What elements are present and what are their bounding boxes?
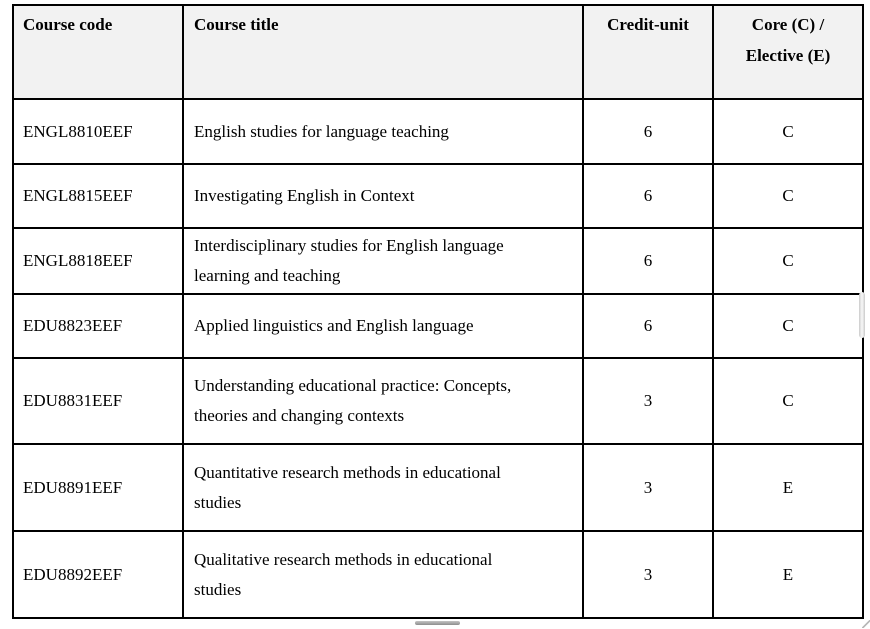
course-title-cell: Interdisciplinary studies for English language learning and teaching [183, 228, 583, 294]
credit-unit-cell: 6 [583, 164, 713, 228]
course-table-body [13, 99, 863, 618]
core-elective-cell: C [713, 228, 863, 294]
credit-unit-cell: 3 [583, 531, 713, 618]
credit-unit-cell: 3 [583, 444, 713, 531]
course-code-cell: ENGL8815EEF [13, 164, 183, 228]
course-title-cell: Applied linguistics and English language [183, 294, 583, 358]
resize-handle-icon [862, 620, 870, 628]
credit-unit-cell: 3 [583, 358, 713, 444]
table-row [13, 531, 863, 618]
course-title-cell: English studies for language teaching [183, 99, 583, 164]
vertical-scrollbar-thumb[interactable] [859, 292, 865, 338]
course-code-cell: EDU8892EEF [13, 531, 183, 618]
header-row [13, 5, 863, 99]
table-row [13, 228, 863, 294]
course-table-header [13, 5, 863, 99]
column-header-course-code: Course code [13, 5, 183, 99]
course-code-cell: ENGL8818EEF [13, 228, 183, 294]
credit-unit-cell: 6 [583, 99, 713, 164]
course-code-cell: ENGL8810EEF [13, 99, 183, 164]
table-row [13, 444, 863, 531]
course-code-cell: EDU8831EEF [13, 358, 183, 444]
course-title-cell: Investigating English in Context [183, 164, 583, 228]
course-title-cell: Qualitative research methods in educational studies [183, 531, 583, 618]
credit-unit-cell: 6 [583, 228, 713, 294]
column-header-core-elective: Core (C) / Elective (E) [713, 5, 863, 99]
core-elective-cell: C [713, 358, 863, 444]
core-elective-cell: C [713, 164, 863, 228]
table-row [13, 99, 863, 164]
column-header-course-title: Course title [183, 5, 583, 99]
course-code-cell: EDU8891EEF [13, 444, 183, 531]
course-title-cell: Quantitative research methods in educational studies [183, 444, 583, 531]
core-elective-cell: E [713, 531, 863, 618]
core-elective-cell: E [713, 444, 863, 531]
course-title-cell: Understanding educational practice: Concepts, theories and changing contexts [183, 358, 583, 444]
horizontal-scrollbar-thumb[interactable] [415, 621, 460, 625]
table-row [13, 358, 863, 444]
core-elective-cell: C [713, 294, 863, 358]
table-row [13, 294, 863, 358]
table-row [13, 164, 863, 228]
course-code-cell: EDU8823EEF [13, 294, 183, 358]
credit-unit-cell: 6 [583, 294, 713, 358]
core-elective-cell: C [713, 99, 863, 164]
column-header-credit-unit: Credit-unit [583, 5, 713, 99]
course-table [12, 4, 864, 619]
course-table-container [12, 4, 864, 619]
